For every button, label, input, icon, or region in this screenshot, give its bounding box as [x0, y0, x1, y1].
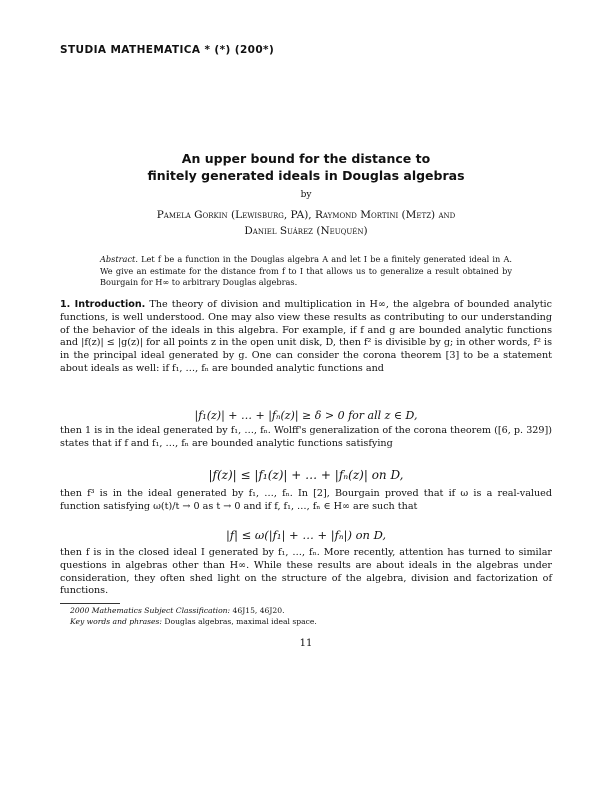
footnote-keywords: [70, 617, 317, 627]
intro-paragraph-3: then f³ is in the ideal generated by f₁, …, fₙ. In [2], Bourgain proved that if ω is a real-valued function satisfying ω(t)/t → 0 as t → 0 and if f, f₁, …, fₙ ∈ H∞ are such that: [60, 488, 552, 512]
author-list: [0, 207, 612, 239]
keywords-label: Key words and phrases:: [70, 617, 162, 626]
equation-wolff: |f(z)| ≤ |f₁(z)| + … + |fₙ(z)| on D,: [208, 468, 404, 482]
equation-corona: |f₁(z)| + … + |fₙ(z)| ≥ δ > 0 for all z ∈ D,: [194, 409, 418, 422]
abstract-label: Abstract.: [100, 254, 138, 264]
abstract: [100, 254, 512, 289]
title-line-1: An upper bound for the distance to: [181, 151, 431, 166]
paper-title: [0, 150, 612, 184]
keywords-text: Douglas algebras, maximal ideal space.: [164, 617, 317, 626]
intro-paragraph-4: then f is in the closed ideal I generated by f₁, …, fₙ. More recently, attention has turned to similar questions in algebras other than H∞. While these results are about ideals in the algebras under consideration, they often shed light on the structure of the algebra, division and factorization of functions.: [60, 547, 552, 597]
page-number: 11: [299, 638, 313, 649]
authors-line-2: Daniel Suárez (Neuquén): [244, 225, 368, 237]
section-heading: 1. Introduction.: [60, 299, 146, 310]
intro-paragraph-2: then 1 is in the ideal generated by f₁, …, fₙ. Wolff's generalization of the corona theorem ([6, p. 329]) states that if f and f₁, …, fₙ are bounded analytic functions satisfying: [60, 425, 552, 449]
journal-header: STUDIA MATHEMATICA * (*) (200*): [60, 44, 275, 56]
footnote-msc: [70, 606, 285, 616]
equation-bourgain: |f| ≤ ω(|f₁| + … + |fₙ|) on D,: [225, 528, 387, 542]
intro-paragraph-1: [60, 299, 552, 376]
msc-label: 2000 Mathematics Subject Classification:: [70, 606, 231, 615]
abstract-text: Let f be a function in the Douglas algebra A and let I be a finitely generated ideal in A. We give an estimate for the distance from f to I that allows us to generalize a result obtained by Bourgain for H∞ to arbitrary Douglas algebras.: [100, 254, 512, 287]
footnote-rule: [60, 603, 120, 604]
title-line-2: finitely generated ideals in Douglas algebras: [147, 168, 465, 183]
byline: by: [300, 190, 312, 200]
msc-text: 46J15, 46J20.: [232, 606, 285, 615]
authors-line-1: Pamela Gorkin (Lewisburg, PA), Raymond Mortini (Metz) and: [156, 209, 456, 221]
intro-text-1: The theory of division and multiplication in H∞, the algebra of bounded analytic functions, is well understood. One may also view these results as contributing to our understanding of the behavior of the ideals in this algebra. For example, if f and g are bounded analytic functions and |f(z)| ≤ |g(z)| for all points z in the open unit disk, D, then f² is divisible by g; in other words, f² is in the principal ideal generated by g. One can consider the corona theorem [3] to be a statement about ideals as well: if f₁, …, fₙ are bounded analytic functions and: [60, 299, 552, 374]
